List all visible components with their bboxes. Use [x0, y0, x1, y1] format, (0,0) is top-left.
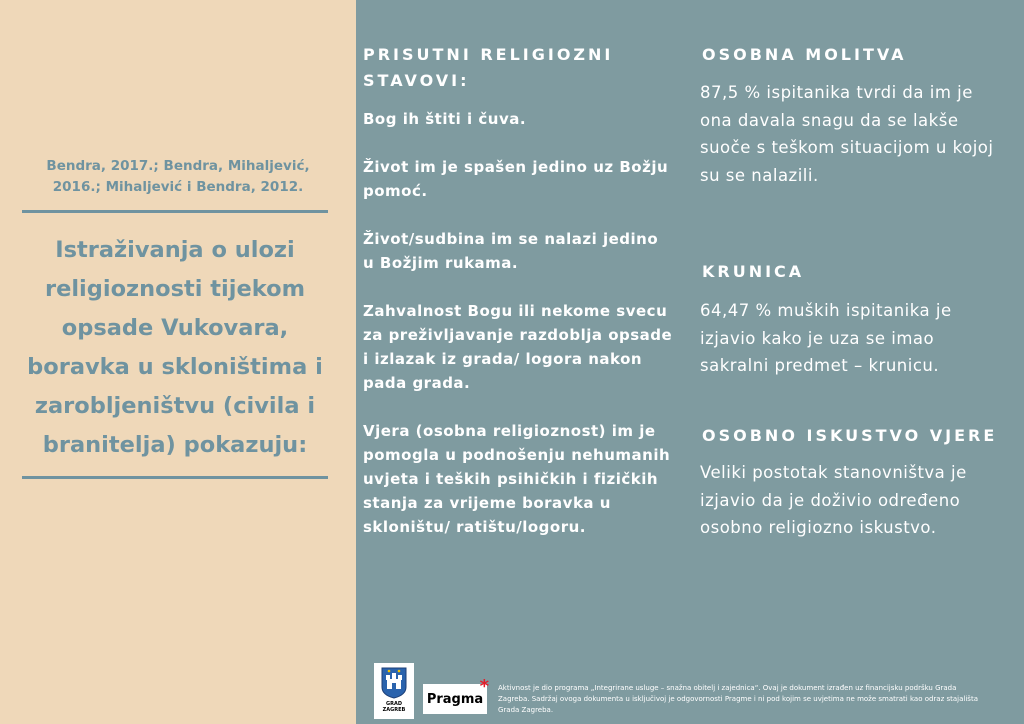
iskustvo-text: Veliki postotak stanovništva je izjavio da je doživio određeno osobno religiozno iskustvo.: [700, 463, 967, 537]
zagreb-logo: [374, 663, 414, 719]
zagreb-crest-icon: [381, 667, 407, 699]
religious-attitudes-list: [363, 107, 673, 563]
section-title-krunica: KRUNICA: [702, 262, 805, 281]
list-item: Bog ih štiti i čuva.: [363, 110, 527, 128]
asterisk-icon: *: [479, 676, 489, 697]
footer-note: Aktivnost je dio programa „Integrirane usluge – snažna obitelj i zajednica“. Ovaj je dokument izrađen uz financijsku podršku Grada Zagreba. Sadržaj ovoga dokumenta u isključivoj je odgovornosti Pragme i ni pod kojim se uvjetima ne može smatrati kao odraz stajališta Grada Zagreba.: [498, 684, 978, 714]
pragma-logo-text: Pragma: [426, 691, 484, 707]
krunica-text: 64,47 % muških ispitanika je izjavio kako je uza se imao sakralni predmet – krunicu.: [700, 301, 952, 375]
headline: Istraživanja o ulozi religioznosti tijekom opsade Vukovara, boravka u skloništima i zarobljeništvu (civila i branitelja) pokazuju:: [27, 237, 323, 458]
divider-bottom: [22, 476, 328, 479]
list-item: Život/sudbina im se nalazi jedino u Božjim rukama.: [363, 230, 659, 272]
divider-top: [22, 210, 328, 213]
list-item: Život im je spašen jedino uz Božju pomoć.: [363, 158, 669, 200]
section-title-molitva: OSOBNA MOLITVA: [702, 45, 907, 64]
list-item: Zahvalnost Bogu ili nekome svecu za preživljavanje razdoblja opsade i izlazak iz grada/ logora nakon pada grada.: [363, 302, 673, 392]
list-item: Vjera (osobna religioznost) im je pomogla u podnošenju nehumanih uvjeta i teških psihičkih i fizičkih stanja za vrijeme boravka u skloništu/ ratištu/logoru.: [363, 422, 671, 536]
pragma-logo: [423, 676, 489, 714]
citation: Bendra, 2017.; Bendra, Mihaljević, 2016.; Mihaljević i Bendra, 2012.: [46, 158, 310, 195]
section-title-iskustvo: OSOBNO ISKUSTVO VJERE: [702, 426, 998, 445]
section-title-prisutni: PRISUTNI RELIGIOZNI STAVOVI:: [363, 45, 614, 90]
zagreb-logo-label: GRAD ZAGREB: [382, 701, 406, 713]
molitva-text: 87,5 % ispitanika tvrdi da im je ona davala snagu da se lakše suoče s teškom situacijom u kojoj su se nalazili.: [700, 83, 994, 185]
